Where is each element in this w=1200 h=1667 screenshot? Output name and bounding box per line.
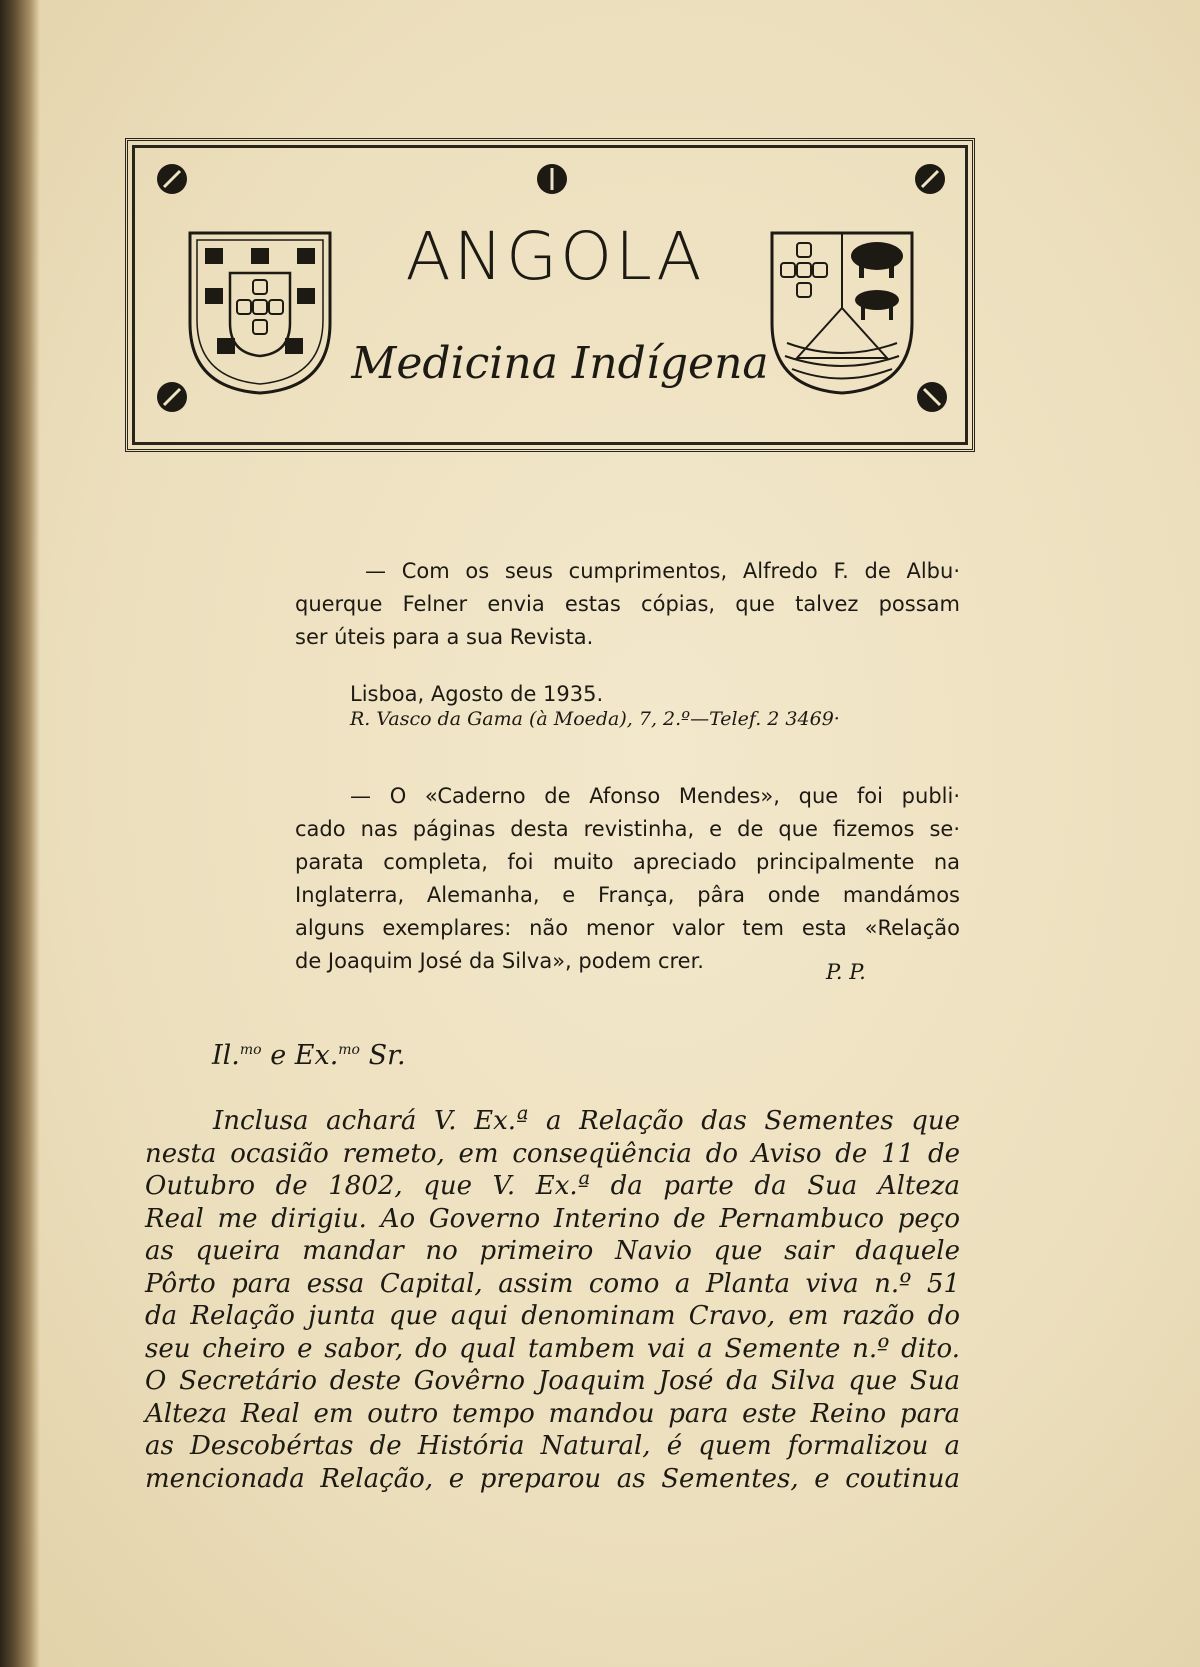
letter-line: as Descobértas de História Natural, é quem formalizou a	[145, 1431, 960, 1461]
letter-line: Outubro de 1802, que V. Ex.ª da parte da Sua Alteza	[145, 1171, 960, 1201]
letter-line: Inclusa achará V. Ex.ª a Relação das Sementes que	[213, 1106, 960, 1136]
letter-line: as queira mandar no primeiro Navio que sair daquele	[145, 1236, 960, 1266]
text-line: — Com os seus cumprimentos, Alfredo F. de Albu·	[365, 559, 960, 583]
screw-icon	[155, 380, 189, 414]
salutation-sup: mo	[239, 1042, 262, 1058]
screw-icon	[535, 162, 569, 196]
text-line: querque Felner envia estas cópias, que talvez possam	[295, 592, 960, 616]
screw-icon	[913, 162, 947, 196]
coat-of-arms-portugal-icon	[185, 228, 335, 398]
text-line: — O «Caderno de Afonso Mendes», que foi publi·	[350, 784, 960, 808]
salutation-part: e Ex.	[261, 1040, 339, 1071]
address-line: R. Vasco da Gama (à Moeda), 7, 2.º—Telef. 2 3469·	[350, 708, 840, 730]
editor-note	[295, 780, 960, 978]
text-line: de Joaquim José da Silva», podem crer.	[295, 949, 704, 973]
salutation-part: Il.	[212, 1040, 240, 1071]
screw-icon	[915, 380, 949, 414]
book-spine-shadow	[0, 0, 40, 1667]
letter-body	[145, 1105, 960, 1495]
letter-line: Real me dirigiu. Ao Governo Interino de Pernambuco peço	[145, 1203, 960, 1234]
place-date: Lisboa, Agosto de 1935.	[350, 682, 604, 706]
salutation-part: Sr.	[360, 1040, 406, 1071]
masthead-title: ANGOLA	[405, 218, 705, 295]
text-line: parata completa, foi muito apreciado principalmente na	[295, 850, 960, 874]
letter-line: nesta ocasião remeto, em conseqüência do Aviso de 11 de	[145, 1138, 960, 1169]
masthead-banner	[132, 145, 968, 445]
letter-line: da Relação junta que aqui denominam Cravo, em razão do	[145, 1301, 960, 1331]
coat-of-arms-angola-icon	[767, 228, 917, 398]
text-line: cado nas páginas desta revistinha, e de que fizemos se·	[295, 817, 960, 841]
intro-paragraph	[295, 555, 960, 654]
signature-initials: P. P.	[826, 960, 866, 984]
text-line: alguns exemplares: não menor valor tem esta «Relação	[295, 916, 960, 940]
text-line: ser úteis para a sua Revista.	[295, 625, 594, 649]
letter-line: seu cheiro e sabor, do qual tambem vai a Semente n.º dito.	[145, 1333, 960, 1364]
letter-line: O Secretário deste Govêrno Joaquim José da Silva que Sua	[145, 1366, 960, 1396]
salutation-sup: mo	[338, 1042, 360, 1058]
letter-salutation	[212, 1040, 406, 1071]
masthead-subtitle: Medicina Indígena	[351, 338, 769, 389]
letter-line: mencionada Relação, e preparou as Sementes, e coutinua	[145, 1463, 960, 1494]
text-line: Inglaterra, Alemanha, e França, pâra onde mandámos	[295, 883, 960, 907]
letter-line: Alteza Real em outro tempo mandou para este Reino para	[145, 1398, 960, 1429]
letter-line: Pôrto para essa Capital, assim como a Planta viva n.º 51	[145, 1268, 960, 1299]
screw-icon	[155, 162, 189, 196]
